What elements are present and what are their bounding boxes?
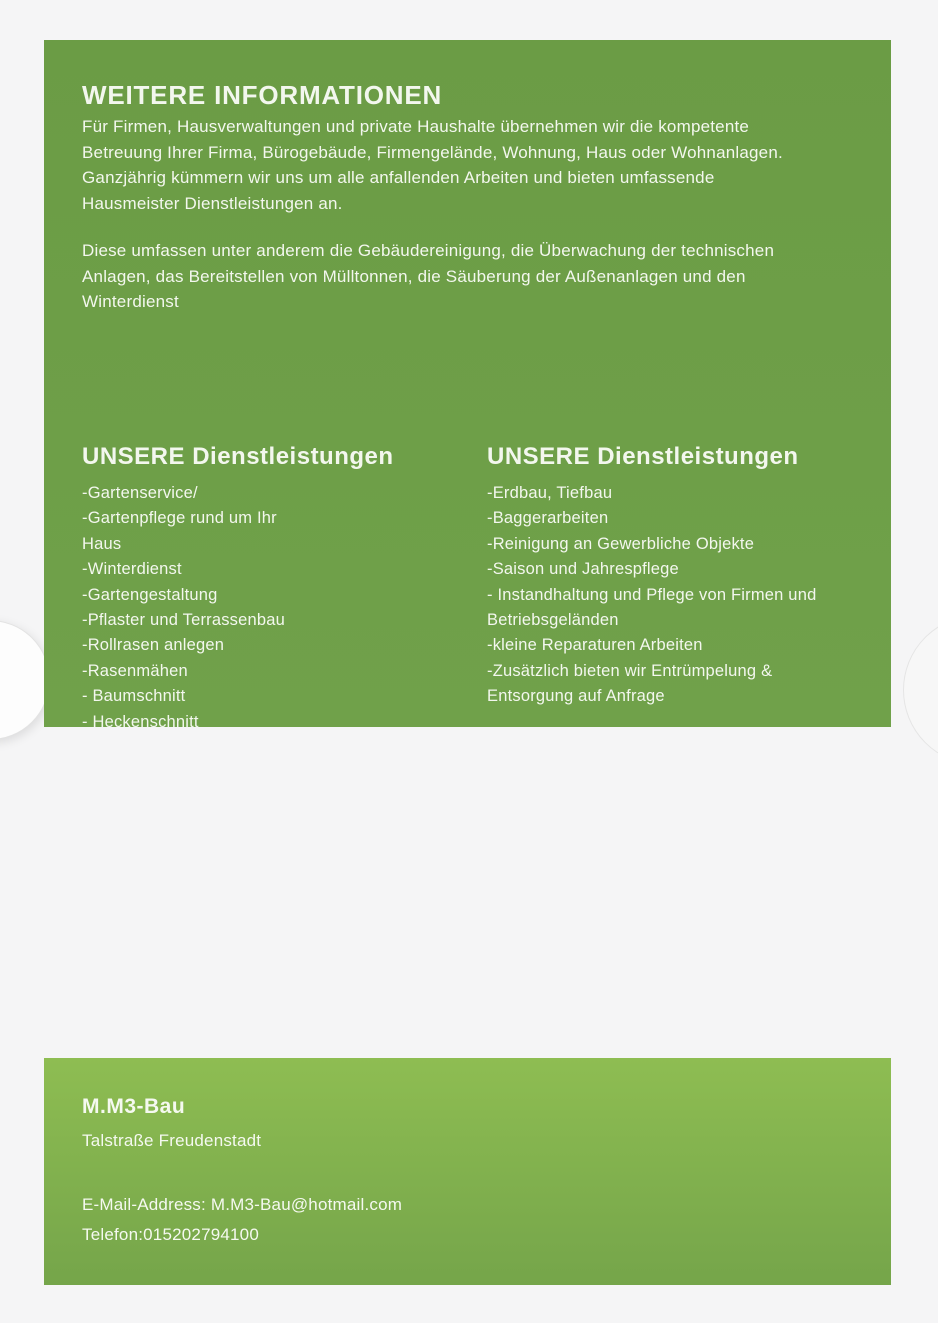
service-list-item: -Gartengestaltung (82, 585, 218, 604)
info-card (44, 40, 891, 731)
contact-footer-card (44, 1058, 891, 1285)
services-left-list (82, 481, 442, 735)
section-title: WEITERE INFORMATIONEN (82, 80, 443, 110)
paragraph-line: Ganzjährig kümmern wir uns um alle anfallenden Arbeiten und bieten umfassende (82, 168, 715, 187)
services-overview-paragraph (82, 238, 774, 315)
service-list-item: -Gartenservice/ (82, 484, 198, 502)
paragraph-line: Für Firmen, Hausverwaltungen und private Haushalte übernehmen wir die kompetente (82, 117, 750, 136)
services-left-heading: UNSERE Dienstleistungen (82, 443, 394, 470)
company-address: Talstraße Freudenstadt (82, 1131, 262, 1150)
service-list-item: -Zusätzlich bieten wir Entrümpelung & (487, 661, 773, 680)
services-right-list (487, 481, 887, 710)
paragraph-line: Anlagen, das Bereitstellen von Mülltonnen, die Säuberung der Außenanlagen und den (82, 266, 746, 286)
service-list-item: -Winterdienst (82, 560, 182, 579)
service-list-item: Entsorgung auf Anfrage (487, 687, 665, 706)
service-list-item: - Heckenschnitt (82, 712, 199, 731)
paragraph-line: Hausmeister Dienstleistungen an. (82, 193, 343, 213)
service-list-item: -Saison und Jahrespflege (487, 560, 679, 579)
service-list-item: -Reinigung an Gewerbliche Objekte (487, 534, 755, 553)
service-list-item: Betriebsgeländen (487, 611, 619, 630)
service-list-item: -Rollrasen anlegen (82, 636, 225, 655)
services-right-heading: UNSERE Dienstleistungen (487, 443, 799, 470)
phone-number-line: Telefon:015202794100 (82, 1225, 259, 1244)
company-name: M.M3-Bau (82, 1095, 186, 1118)
service-list-item: -Rasenmähen (82, 661, 188, 680)
paragraph-line: Betreuung Ihrer Firma, Bürogebäude, Firmengelände, Wohnung, Haus oder Wohnanlagen. (82, 142, 783, 162)
paragraph-line: Winterdienst (82, 292, 179, 311)
service-list-item: - Baumschnitt (82, 687, 186, 706)
email-address-line: E-Mail-Address: M.M3-Bau@hotmail.com (82, 1195, 403, 1214)
service-list-item: -kleine Reparaturen Arbeiten (487, 636, 703, 655)
carousel-prev-button[interactable] (0, 620, 50, 740)
service-list-item: -Erdbau, Tiefbau (487, 484, 613, 502)
service-list-item: Haus (82, 534, 122, 553)
service-list-item: -Gartenpflege rund um Ihr (82, 509, 277, 528)
service-list-item: - Instandhaltung und Pflege von Firmen und (487, 585, 817, 604)
intro-paragraph (82, 114, 783, 216)
service-list-item: -Pflaster und Terrassenbau (82, 611, 286, 630)
paragraph-line: Diese umfassen unter anderem die Gebäudereinigung, die Überwachung der technischen (82, 241, 775, 260)
carousel-next-button[interactable] (903, 615, 938, 765)
service-list-item: -Baggerarbeiten (487, 509, 609, 528)
